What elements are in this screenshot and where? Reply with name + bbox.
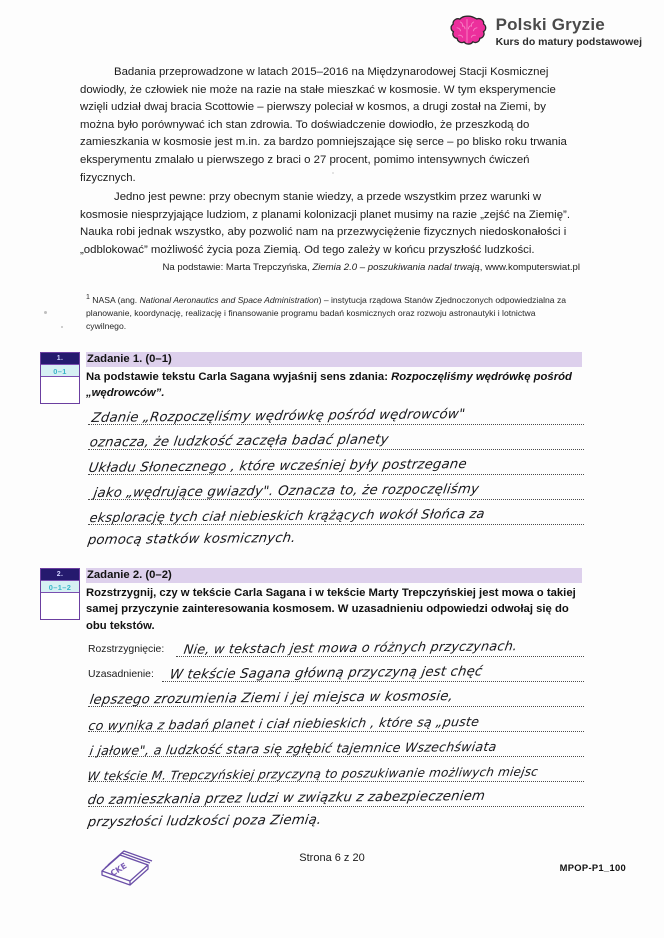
task-1-marker-number: 1. <box>41 353 79 364</box>
answer-line-decision[interactable] <box>88 638 584 663</box>
answer-line[interactable] <box>88 788 584 813</box>
handwritten-answer: lepszego zrozumienia Ziemi i jej miejsca w kosmosie, <box>88 689 455 708</box>
handwritten-answer: eksplorację tych ciał niebieskich krążących wokół Słońca za <box>88 506 486 527</box>
task-1-title: Zadanie 1. (0–1) <box>87 353 172 365</box>
task-2-answer-area[interactable] <box>88 638 584 831</box>
handwritten-answer: Zdanie „Rozpoczęliśmy wędrówkę pośród wędrowców" <box>90 407 467 426</box>
answer-line[interactable] <box>88 763 584 788</box>
answer-line-justification[interactable] <box>88 663 584 688</box>
handwritten-answer: jako „wędrujące gwiazdy". Oznacza to, że rozpoczęliśmy <box>92 481 481 502</box>
handwritten-answer: W tekście M. Trepczyńskiej przyczyną to poszukiwanie możliwych miejsc <box>86 764 540 784</box>
page-number: Strona 6 z 20 <box>299 852 365 864</box>
brand-title: Polski Gryzie <box>495 15 605 35</box>
answer-line[interactable] <box>88 431 584 456</box>
answer-line[interactable] <box>88 481 584 506</box>
attribution-suffix: , www.komputerswiat.pl <box>479 262 580 273</box>
footnote-marker: 1 <box>86 294 90 301</box>
task-1-prompt-text: Na podstawie tekstu Carla Sagana wyjaśnij sens zdania: <box>86 371 392 383</box>
article-body <box>80 64 580 260</box>
svg-text:CKE: CKE <box>108 861 129 879</box>
article-attribution <box>80 262 580 273</box>
footnote-italic-term: National Aeronautics and Space Administration <box>139 294 319 305</box>
label-justification: Uzasadnienie: <box>88 669 154 680</box>
task-1-prompt-quote: Rozpoczęliśmy wędrówkę pośród „wędrowców”. <box>86 371 572 400</box>
handwritten-answer: Nie, w tekstach jest mowa o różnych przyczynach. <box>182 639 519 658</box>
answer-line[interactable] <box>88 813 584 831</box>
answer-line[interactable] <box>88 688 584 713</box>
article-paragraph-2: Jedno jest pewne: przy obecnym stanie wiedzy, a przede wszystkim przez warunki w kosmosie niesprzyjające ludziom, z planami kolonizacji planet musimy na razie „zejść na Ziemię”. Nauka robi jednak wszystko, aby pozwolić nam na przezwyciężenie fizycznych niedoskonałości i „odblokować” możliwość życia poza Ziemią. Od tego zależy w końcu przyszłość ludzkości. <box>80 191 570 256</box>
footnote-text-2: ) – instytucja rządowa Stanów Zjednoczonych odpowiedzialna za planowanie, koordynację, realizację i finansowanie programu badań kosmicznych oraz rozwoju astronautyki i lotnictwa cywilnego. <box>86 294 567 331</box>
handwritten-answer: pomocą statków kosmicznych. <box>86 530 297 549</box>
scan-speck <box>355 214 357 216</box>
handwritten-answer: i jałowe", a ludzkość stara się zgłębić tajemnice Wszechświata <box>88 738 498 759</box>
task-1-answer-area[interactable] <box>88 406 584 549</box>
scan-speck <box>61 326 63 328</box>
answer-line[interactable] <box>88 406 584 431</box>
answer-line[interactable] <box>88 713 584 738</box>
task-1-prompt <box>86 369 582 402</box>
brand-logo <box>447 12 642 52</box>
brain-icon <box>447 12 487 52</box>
task-1-title-bar <box>86 352 582 367</box>
handwritten-answer: przyszłości ludzkości poza Ziemią. <box>86 812 323 831</box>
handwritten-answer: co wynika z badań planet i ciał niebieskich , które są „puste <box>87 713 481 734</box>
task-2-title: Zadanie 2. (0–2) <box>87 569 172 581</box>
task-2-marker-number: 2. <box>41 569 79 580</box>
footnote-nasa <box>86 291 576 333</box>
task-2-marker-blank <box>41 593 79 619</box>
label-decision: Rozstrzygnięcie: <box>88 644 165 655</box>
article-paragraph-1: Badania przeprowadzone w latach 2015–2016 na Międzynarodowej Stacji Kosmicznej dowiodły, że człowiek nie może na razie na stałe mieszkać w kosmosie. W tym eksperymencie wzięli udział dwaj bracia Scottowie – pierwszy poleciał w kosmos, a drugi został na Ziemi, by można było porównywać ich stan zdrowia. To doświadczenie dowiodło, że przeszkodą do zamieszkania w kosmosie jest m.in. za bardzo pomniejszające się serce – po blisko roku trwania eksperymentu zmalało u pierwszego z braci o 27 procent, pomimo intensywnych ćwiczeń fizycznych. <box>80 66 567 184</box>
answer-line[interactable] <box>88 506 584 531</box>
task-2-body <box>86 568 582 634</box>
footnote-text-1: NASA (ang. <box>89 294 140 305</box>
handwritten-answer: do zamieszkania przez ludzi w związku z zabezpieczeniem <box>86 788 487 809</box>
task-2-score-marker <box>40 568 80 620</box>
attribution-prefix: Na podstawie: Marta Trepczyńska, <box>162 262 313 273</box>
task-2-marker-score: 0–1–2 <box>41 580 79 593</box>
attribution-source-title: Ziemia 2.0 – poszukiwania nadal trwają <box>312 262 480 273</box>
task-1-score-marker <box>40 352 80 404</box>
answer-line[interactable] <box>88 456 584 481</box>
handwritten-answer: W tekście Sagana główną przyczyną jest chęć <box>168 664 484 683</box>
task-1-body <box>86 352 582 402</box>
task-1-marker-score: 0–1 <box>41 364 79 377</box>
task-2-prompt: Rozstrzygnij, czy w tekście Carla Sagana i w tekście Marty Trepczyńskiej jest mowa o takiej samej przyczynie zainteresowania kosmosem. W uzasadnieniu odpowiedzi odwołaj się do obu tekstów. <box>86 587 576 632</box>
task-2-title-bar <box>86 568 582 583</box>
scan-speck <box>44 311 47 314</box>
handwritten-answer: Układu Słonecznego , które wcześniej były postrzegane <box>87 457 468 476</box>
answer-line[interactable] <box>88 738 584 763</box>
task-1-marker-blank <box>41 377 79 403</box>
handwritten-answer: oznacza, że ludzkość zaczęła badać planety <box>88 432 390 451</box>
scan-speck <box>332 172 334 174</box>
sheet-code: MPOP-P1_100 <box>559 862 626 873</box>
brand-subtitle: Kurs do matury podstawowej <box>495 35 642 48</box>
answer-line[interactable] <box>88 531 584 549</box>
